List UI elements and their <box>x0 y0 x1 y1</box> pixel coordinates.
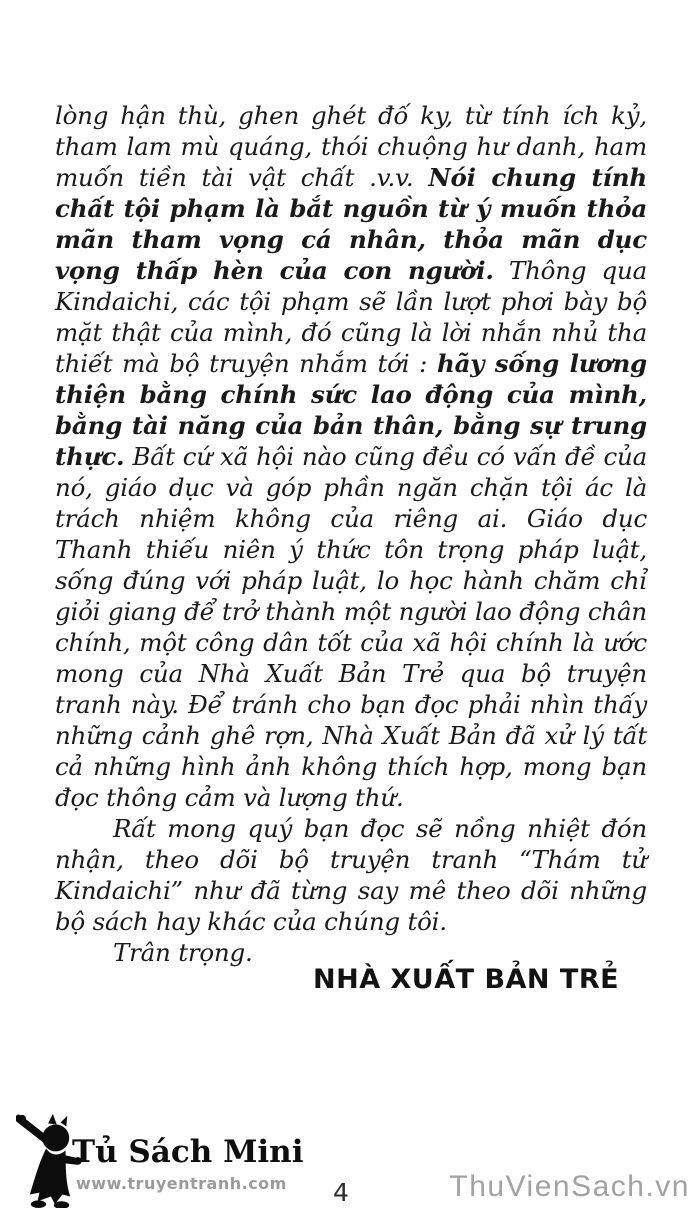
body-paragraph <box>55 813 647 937</box>
site-watermark: ThuVienSach.vn <box>449 1170 690 1203</box>
text-segment: Trân trọng. <box>113 938 253 967</box>
body-text-block <box>55 100 647 968</box>
body-paragraph <box>55 100 647 813</box>
publisher-brand-logo <box>16 1108 304 1208</box>
page-number: 4 <box>333 1178 349 1207</box>
text-segment: lòng hận thù, ghen ghét đố ky, từ tính ích kỷ, tham lam mù quáng, thói chuộng hư danh, ham muốn tiền tài vật chất .v.v. <box>55 101 647 192</box>
bold-text-segment: Nói chung tính chất tội phạm là bắt nguồn từ ý muốn thỏa mãn tham vọng cá nhân, thỏa mãn dục vọng thấp hèn của con người. <box>55 163 647 285</box>
bold-text-segment: hãy sống lương thiện bằng chính sức lao động của mình, bằng tài năng của bản thân, bằng sự trung thực. <box>55 349 647 471</box>
text-segment: Thông qua Kindaichi, các tội phạm sẽ lần lượt phơi bày bộ mặt thật của mình, đó cũng là lời nhắn nhủ tha thiết mà bộ truyện nhắm tới : <box>55 256 647 378</box>
text-segment: Bất cứ xã hội nào cũng đều có vấn đề của nó, giáo dục và góp phần ngăn chặn tội ác là trách nhiệm không của riêng ai. Giáo dục Thanh thiếu niên ý thức tôn trọng pháp luật, sống đúng với pháp luật, lo học hành chăm chỉ giỏi giang để trở thành một người lao động chân chính, một công dân tốt của xã hội chính là ước mong của Nhà Xuất Bản Trẻ qua bộ truyện tranh này. Để tránh cho bạn đọc phải nhìn thấy những cảnh ghê rợn, Nhà Xuất Bản đã xử lý tất cả những hình ảnh không thích hợp, mong bạn đọc thông cảm và lượng thứ. <box>55 442 647 812</box>
text-segment: Rất mong quý bạn đọc sẽ nồng nhiệt đón nhận, theo dõi bộ truyện tranh “Thám tử Kindaichi” như đã từng say mê theo dõi những bộ sách hay khác của chúng tôi. <box>55 814 647 936</box>
publisher-signature: NHÀ XUẤT BẢN TRẺ <box>313 964 620 995</box>
brand-title: Tủ Sách Mini <box>72 1134 304 1170</box>
brand-url: www.truyentranh.com <box>76 1174 287 1193</box>
